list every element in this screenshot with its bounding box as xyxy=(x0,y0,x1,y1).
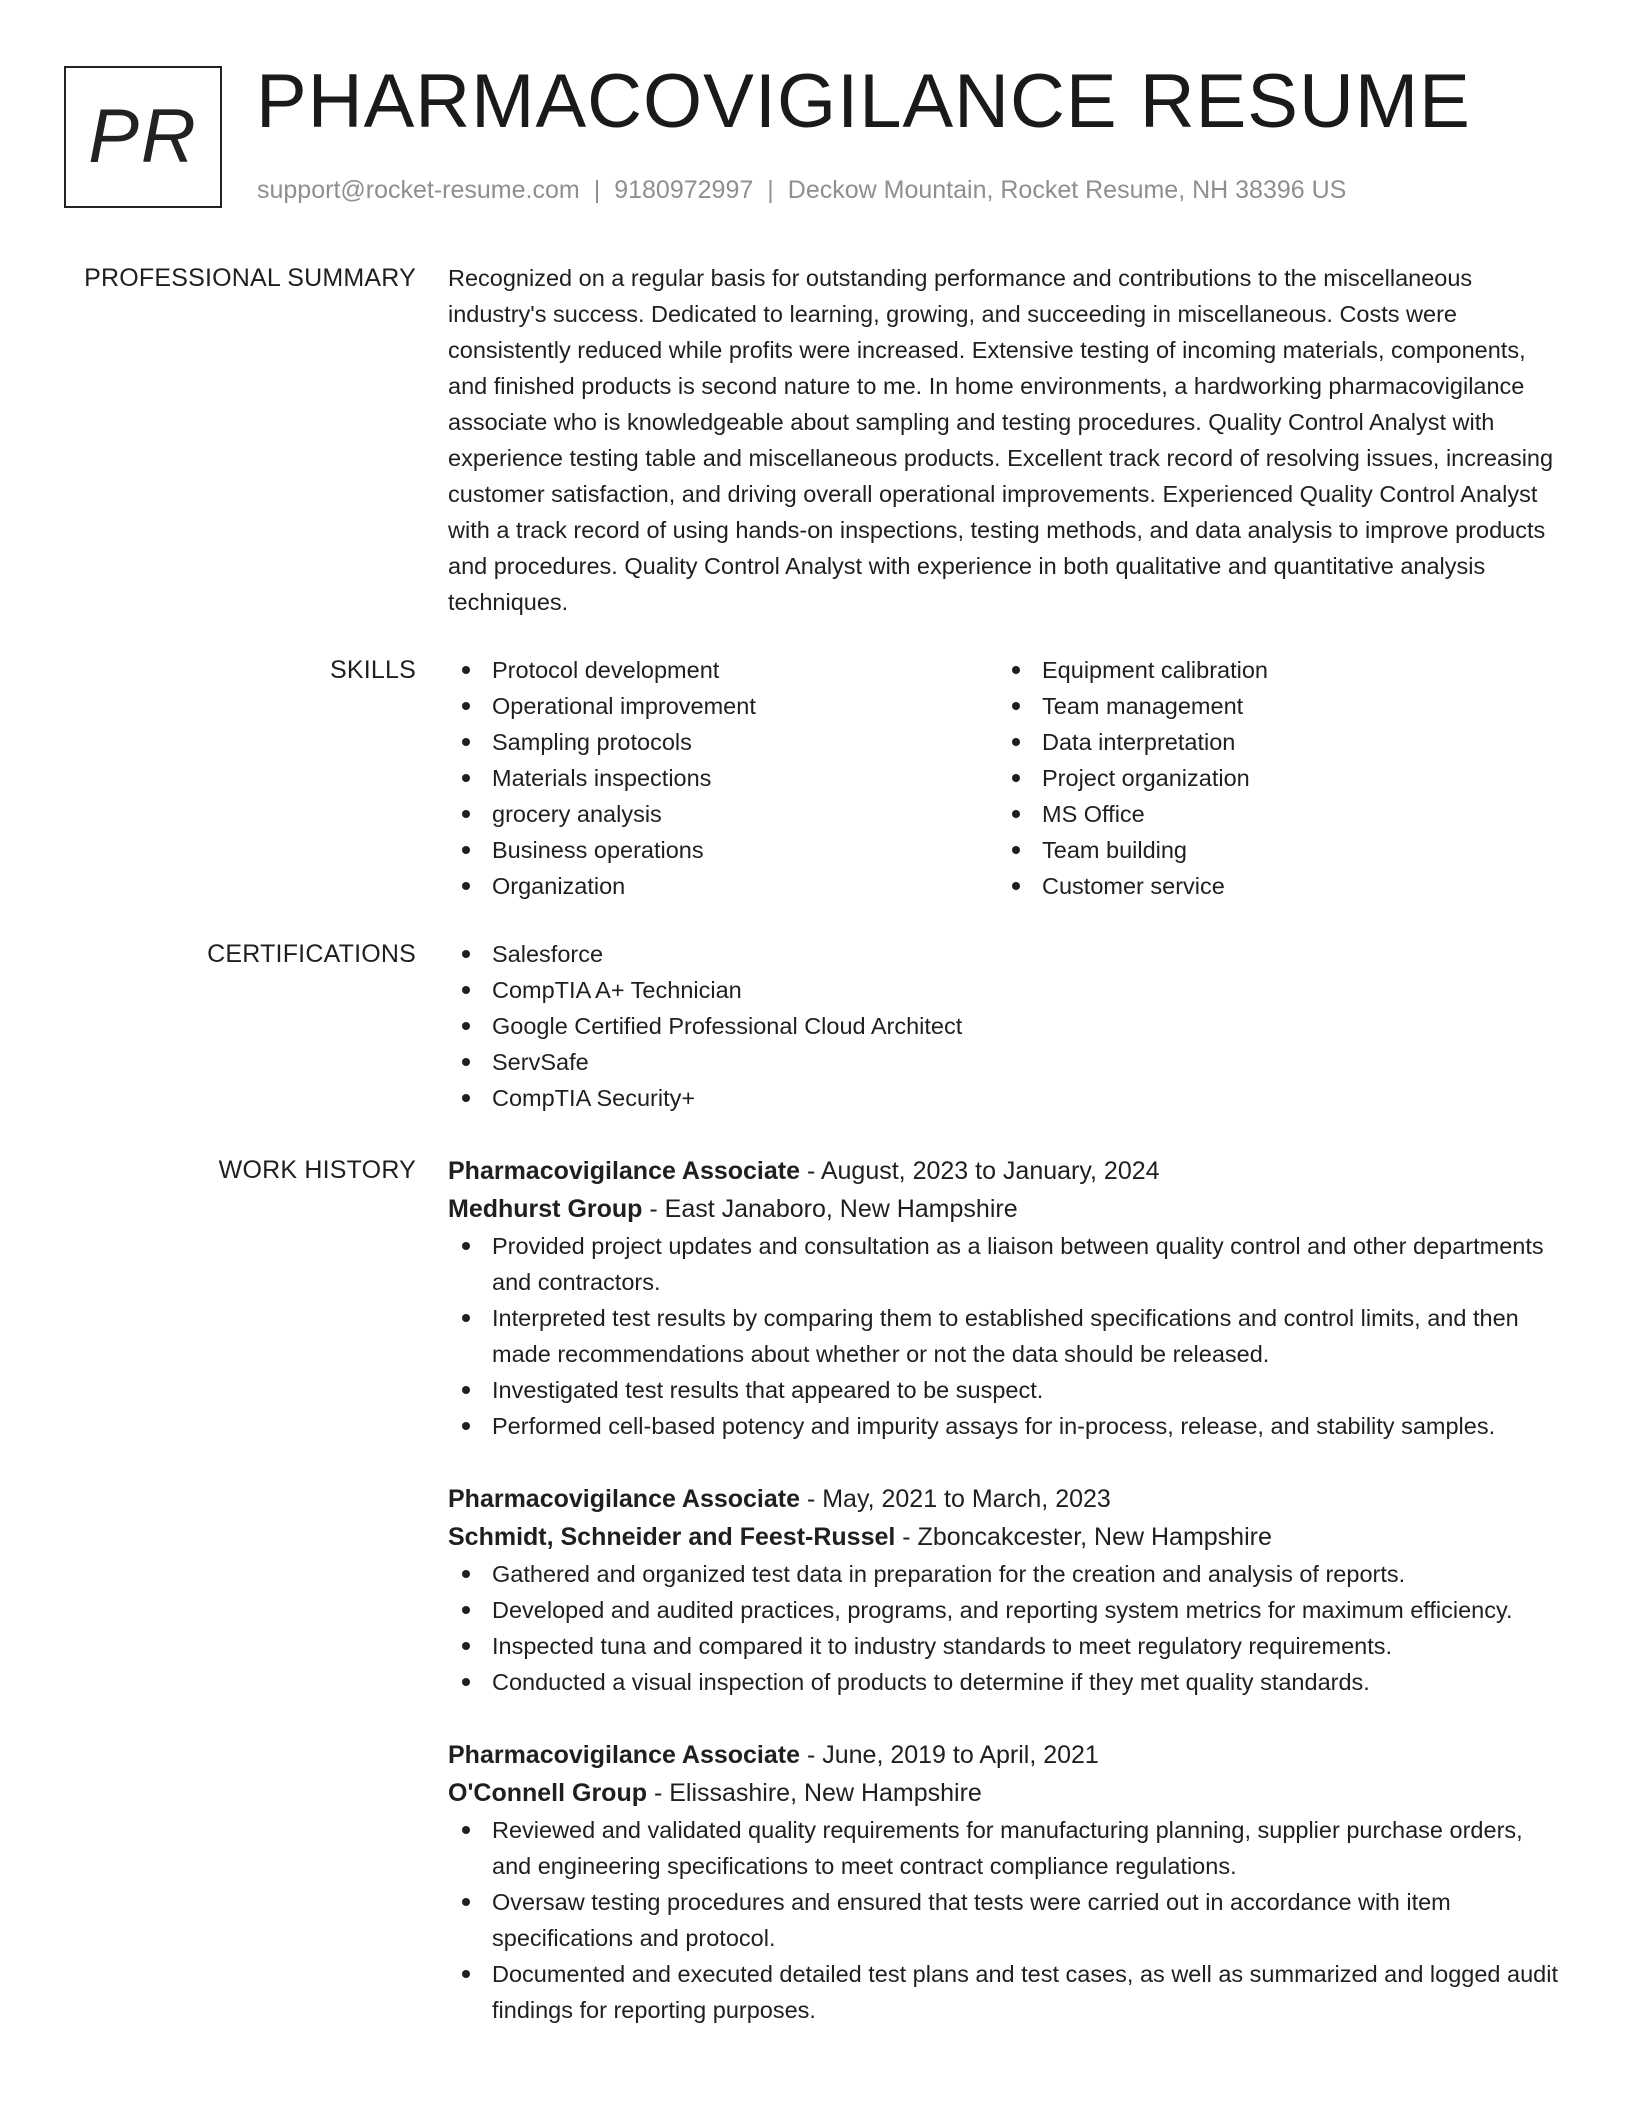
job-entry xyxy=(448,1152,1558,1444)
skill-item: Materials inspections xyxy=(448,760,998,796)
job-bullet: Conducted a visual inspection of products to determine if they met quality standards. xyxy=(448,1664,1558,1700)
job-bullet: Oversaw testing procedures and ensured that tests were carried out in accordance with item specifications and protocol. xyxy=(448,1884,1558,1956)
job-title-line xyxy=(448,1152,1558,1190)
job-bullet: Performed cell-based potency and impurity assays for in-process, release, and stability samples. xyxy=(448,1408,1558,1444)
skill-item: Team building xyxy=(998,832,1548,868)
certifications-body xyxy=(448,936,1558,1116)
job-bullet: Provided project updates and consultation as a liaison between quality control and other departments and contractors. xyxy=(448,1228,1558,1300)
job-title: Pharmacovigilance Associate xyxy=(448,1157,801,1185)
certification-item: CompTIA A+ Technician xyxy=(448,972,1558,1008)
job-bullets xyxy=(448,1556,1558,1700)
skill-item: Equipment calibration xyxy=(998,652,1548,688)
skills-list-left xyxy=(448,652,998,904)
job-bullet: Reviewed and validated quality requirements for manufacturing planning, supplier purchase orders, and engineering specifications to meet contract compliance regulations. xyxy=(448,1812,1558,1884)
resume-title: PHARMACOVIGILANCE RESUME xyxy=(256,59,1471,144)
skill-item: Customer service xyxy=(998,868,1548,904)
skill-item: MS Office xyxy=(998,796,1548,832)
job-bullet: Developed and audited practices, programs, and reporting system metrics for maximum efficiency. xyxy=(448,1592,1558,1628)
job-company-line xyxy=(448,1190,1558,1228)
job-bullets xyxy=(448,1812,1558,2028)
skill-item: grocery analysis xyxy=(448,796,998,832)
skills-column-right xyxy=(998,652,1548,904)
job-bullets xyxy=(448,1228,1558,1444)
section-label-skills: SKILLS xyxy=(330,656,416,684)
job-bullet: Gathered and organized test data in preparation for the creation and analysis of reports. xyxy=(448,1556,1558,1592)
monogram-box xyxy=(64,66,222,208)
job-title-line xyxy=(448,1736,1558,1774)
job-bullet: Investigated test results that appeared to be suspect. xyxy=(448,1372,1558,1408)
monogram-initials: PR xyxy=(88,94,198,179)
job-company: Schmidt, Schneider and Feest-Russel xyxy=(448,1523,896,1551)
job-title: Pharmacovigilance Associate xyxy=(448,1741,801,1769)
contact-separator: | xyxy=(767,176,774,204)
skill-item: Sampling protocols xyxy=(448,724,998,760)
job-location: - East Janaboro, New Hampshire xyxy=(642,1195,1018,1223)
job-title-line xyxy=(448,1480,1558,1518)
skills-body xyxy=(448,652,1558,904)
job-bullet: Interpreted test results by comparing them to established specifications and control limits, and then made recommendations about whether or not the data should be released. xyxy=(448,1300,1558,1372)
job-location: - Elissashire, New Hampshire xyxy=(647,1779,982,1807)
summary-text: Recognized on a regular basis for outstanding performance and contributions to the miscellaneous industry's success. Dedicated to learning, growing, and succeeding in miscellaneous. Costs were consistently reduced while profits were increased. Extensive testing of incoming materials, components, and finished products is second nature to me. In home environments, a hardworking pharmacovigilance associate who is knowledgeable about sampling and testing procedures. Quality Control Analyst with experience testing table and miscellaneous products. Excellent track record of resolving issues, increasing customer satisfaction, and driving overall operational improvements. Experienced Quality Control Analyst with a track record of using hands-on inspections, testing methods, and data analysis to improve products and procedures. Quality Control Analyst with experience in both qualitative and quantitative analysis techniques. xyxy=(448,265,1554,615)
skill-item: Team management xyxy=(998,688,1548,724)
job-title: Pharmacovigilance Associate xyxy=(448,1485,801,1513)
section-label-summary: PROFESSIONAL SUMMARY xyxy=(84,264,416,292)
section-label-work-history: WORK HISTORY xyxy=(218,1156,416,1184)
skill-item: Organization xyxy=(448,868,998,904)
job-bullet: Inspected tuna and compared it to industry standards to meet regulatory requirements. xyxy=(448,1628,1558,1664)
job-company-line xyxy=(448,1774,1558,1812)
job-dates: - August, 2023 to January, 2024 xyxy=(800,1157,1160,1185)
skill-item: Operational improvement xyxy=(448,688,998,724)
job-entry xyxy=(448,1736,1558,2028)
skill-item: Protocol development xyxy=(448,652,998,688)
job-company-line xyxy=(448,1518,1558,1556)
certification-item: CompTIA Security+ xyxy=(448,1080,1558,1116)
skill-item: Business operations xyxy=(448,832,998,868)
job-company: Medhurst Group xyxy=(448,1195,643,1223)
summary-body xyxy=(448,260,1558,620)
contact-separator: | xyxy=(593,176,601,204)
job-bullet: Documented and executed detailed test plans and test cases, as well as summarized and logged audit findings for reporting purposes. xyxy=(448,1956,1558,2028)
job-company: O'Connell Group xyxy=(448,1779,647,1807)
certifications-list xyxy=(448,936,1558,1116)
work-history-body xyxy=(448,1152,1558,2064)
certification-item: Google Certified Professional Cloud Architect xyxy=(448,1008,1558,1044)
job-dates: - June, 2019 to April, 2021 xyxy=(800,1741,1099,1769)
skills-list-right xyxy=(998,652,1548,904)
certification-item: Salesforce xyxy=(448,936,1558,972)
skill-item: Data interpretation xyxy=(998,724,1548,760)
job-location: - Zboncakcester, New Hampshire xyxy=(895,1523,1272,1551)
contact-address: Deckow Mountain, Rocket Resume, NH 38396 US xyxy=(787,176,1347,204)
contact-email: support@rocket-resume.com xyxy=(257,176,580,204)
skill-item: Project organization xyxy=(998,760,1548,796)
contact-line xyxy=(257,176,1346,205)
skills-column-left xyxy=(448,652,998,904)
job-entry xyxy=(448,1480,1558,1700)
job-dates: - May, 2021 to March, 2023 xyxy=(800,1485,1111,1513)
section-label-certifications: CERTIFICATIONS xyxy=(207,940,416,968)
contact-phone: 9180972997 xyxy=(614,176,754,204)
certification-item: ServSafe xyxy=(448,1044,1558,1080)
